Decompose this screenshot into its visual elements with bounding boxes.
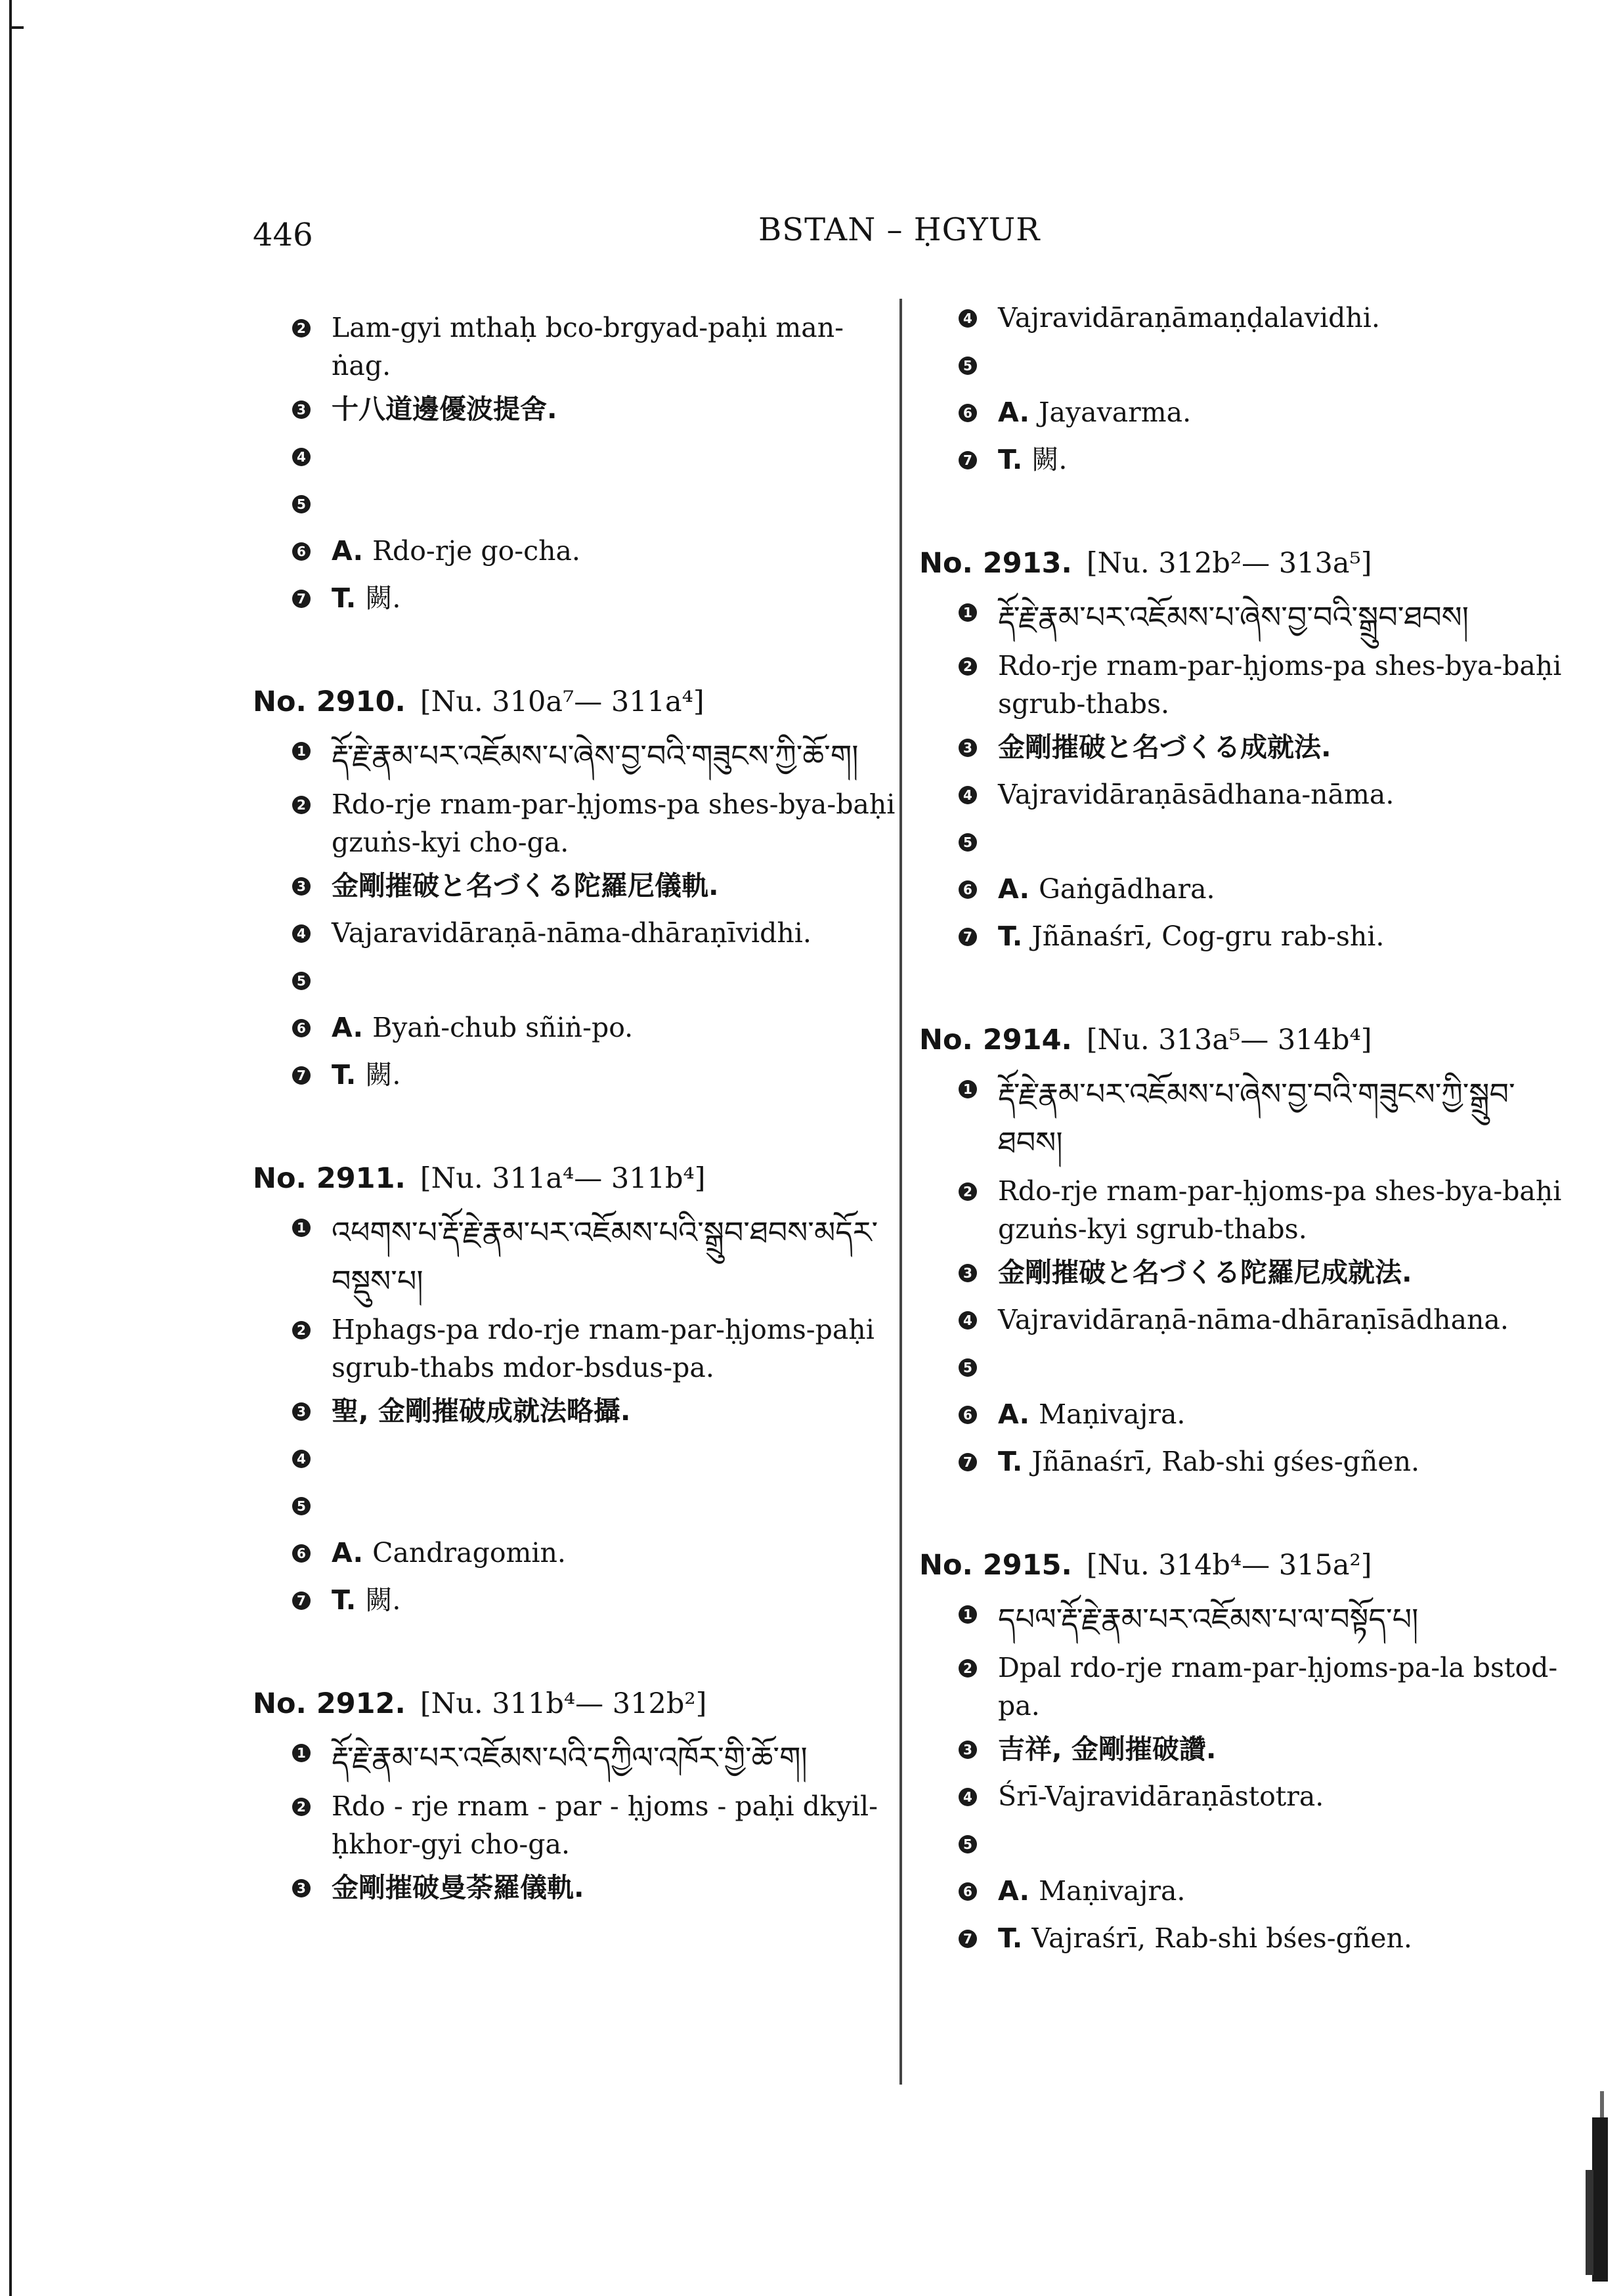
entry-field (919, 441, 1569, 483)
entry-field (253, 1208, 903, 1305)
page-border-mark (9, 0, 12, 2296)
field-number-badge: 4 (959, 309, 977, 328)
japanese-title (332, 867, 903, 905)
entry-field (253, 1310, 903, 1387)
entry-field (253, 437, 903, 479)
field-value: Rdo - rje rnam - par - ḥjoms - paḥi dkyil-ḥkhor-gyi cho-ga. (332, 1790, 878, 1860)
field-number-badge: 5 (959, 833, 977, 852)
field-number-badge: 2 (959, 1659, 977, 1678)
field-text (998, 1172, 1569, 1248)
entry-number: No. 2912. (253, 1687, 406, 1720)
field-text (332, 914, 903, 952)
field-label: A. (332, 1537, 364, 1569)
catalog-entry (919, 1024, 1569, 1484)
entry-field (919, 1301, 1569, 1343)
field-label: T. (998, 921, 1023, 952)
field-text (332, 1056, 903, 1094)
field-value: Vajravidāraṇāmaṇḍalavidhi. (998, 302, 1380, 334)
field-value: Rdo-rje rnam-par-ḥjoms-pa shes-bya-baḥi sgrub-thabs. (998, 650, 1562, 720)
field-value: རྡོ་རྗེ་རྣམ་པར་འཇོམས་པ་ཞེས་བྱ་བའི་གཟུངས་ཀྱི་ཆོ་ག། (332, 738, 859, 773)
field-label: A. (998, 1398, 1030, 1430)
field-label: T. (332, 1584, 357, 1616)
field-number-badge: 4 (959, 786, 977, 804)
field-value: 十八道邊優波提舍. (332, 393, 557, 425)
field-number-badge: 4 (959, 1788, 977, 1806)
field-label: A. (332, 1012, 364, 1043)
field-text (998, 870, 1569, 908)
japanese-title (998, 1730, 1569, 1768)
field-value: དཔལ་རྡོ་རྗེ་རྣམ་པར་འཇོམས་པ་ལ་བསྟོད་པ། (998, 1601, 1419, 1637)
entry-heading (919, 1024, 1569, 1056)
field-number-badge: 5 (959, 1835, 977, 1853)
entry-field (919, 728, 1569, 770)
field-label: T. (332, 582, 357, 614)
field-text (332, 1310, 903, 1387)
field-number-badge: 2 (292, 1798, 311, 1816)
entry-field (919, 1919, 1569, 1961)
entry-field (919, 823, 1569, 865)
field-value: Rdo-rje go-cha. (372, 535, 580, 567)
entry-field (919, 299, 1569, 341)
tibetan-title (998, 593, 1569, 641)
entry-field (919, 393, 1569, 435)
entry-heading (253, 1162, 903, 1195)
entry-field (253, 532, 903, 574)
entry-heading (919, 547, 1569, 580)
tibetan-title (998, 1070, 1569, 1167)
field-number-badge: 3 (959, 1264, 977, 1282)
field-value: 吉祥, 金剛摧破讚. (998, 1733, 1217, 1765)
entry-field (253, 1581, 903, 1623)
entry-field (919, 1442, 1569, 1484)
entry-folio-ref: [Nu. 311a⁴— 311b⁴] (420, 1162, 706, 1195)
field-label: T. (998, 1446, 1023, 1477)
field-value: Dpal rdo-rje rnam-par-ḥjoms-pa-la bstod-pa. (998, 1652, 1558, 1722)
field-value: 金剛摧破と名づくる陀羅尼成就法. (998, 1257, 1412, 1288)
entry-field (253, 579, 903, 621)
field-value: Vajravidāraṇāsādhana-nāma. (998, 779, 1395, 810)
field-value: Byaṅ-chub sñiṅ-po. (372, 1012, 634, 1043)
entry-field (919, 346, 1569, 388)
japanese-title (332, 1869, 903, 1907)
field-number-badge: 3 (959, 739, 977, 757)
field-value: Lam-gyi mthaḥ bco-brgyad-paḥi man-ṅag. (332, 312, 844, 381)
field-value: 闕. (1031, 444, 1068, 475)
field-label: A. (998, 1875, 1030, 1907)
field-text (998, 299, 1569, 337)
entry-field (253, 1439, 903, 1481)
entry-field (919, 870, 1569, 912)
page-border-tick (9, 26, 24, 29)
field-label: A. (998, 397, 1030, 428)
field-value: རྡོ་རྗེ་རྣམ་པར་འཇོམས་པ་ཞེས་བྱ་བའི་གཟུངས་ཀྱི་སྒྲུབ་ཐབས། (998, 1076, 1515, 1160)
field-text (998, 393, 1569, 431)
field-text (332, 579, 903, 617)
entry-heading (919, 1549, 1569, 1582)
entry-field (253, 1008, 903, 1051)
field-number-badge: 1 (292, 1744, 311, 1762)
entry-number: No. 2910. (253, 685, 406, 718)
tibetan-title (332, 1208, 903, 1305)
field-value: རྡོ་རྗེ་རྣམ་པར་འཇོམས་པའི་དཀྱིལ་འཁོར་གྱི་ཆོ་ག། (332, 1740, 808, 1775)
entry-heading (253, 685, 903, 718)
field-value: Jñānaśrī, Cog-gru rab-shi. (1031, 921, 1385, 952)
field-number-badge: 1 (959, 1605, 977, 1624)
field-label: T. (332, 1059, 357, 1091)
field-number-badge: 2 (292, 1321, 311, 1339)
field-text (332, 1581, 903, 1619)
field-text (998, 647, 1569, 723)
field-text (998, 1395, 1569, 1433)
field-text (332, 785, 903, 861)
entry-field (253, 390, 903, 432)
entry-field (919, 1730, 1569, 1772)
field-number-badge: 5 (292, 1497, 311, 1515)
entry-field (919, 1395, 1569, 1437)
field-value: 聖, 金剛摧破成就法略攝. (332, 1395, 631, 1427)
field-text (998, 917, 1569, 955)
entry-field (919, 647, 1569, 723)
field-text (998, 1442, 1569, 1481)
entry-field (253, 1787, 903, 1863)
column-divider (899, 299, 902, 2085)
entry-field (253, 867, 903, 909)
field-number-badge: 6 (292, 542, 311, 561)
entry-field (253, 914, 903, 956)
field-label: A. (998, 873, 1030, 905)
field-text (998, 441, 1569, 479)
field-number-badge: 7 (959, 1453, 977, 1471)
field-value: འཕགས་པ་རྡོ་རྗེ་རྣམ་པར་འཇོམས་པའི་སྒྲུབ་ཐབས་མདོར་བསྡུས་པ། (332, 1215, 878, 1299)
field-label: T. (998, 1922, 1023, 1954)
field-number-badge: 6 (959, 880, 977, 899)
right-column (919, 299, 1569, 2025)
field-number-badge: 7 (959, 451, 977, 469)
field-number-badge: 3 (292, 1402, 311, 1421)
field-number-badge: 6 (959, 404, 977, 422)
field-value: Vajravidāraṇā-nāma-dhāraṇīsādhana. (998, 1304, 1509, 1335)
field-number-badge: 7 (292, 1066, 311, 1085)
field-value: 闕. (365, 1584, 401, 1616)
field-number-badge: 2 (959, 1182, 977, 1201)
field-label: T. (998, 444, 1023, 475)
entry-field (919, 1172, 1569, 1248)
entry-field (253, 485, 903, 527)
field-number-badge: 7 (959, 928, 977, 946)
entry-field (919, 917, 1569, 959)
field-text (332, 1534, 903, 1572)
entry-number: No. 2914. (919, 1024, 1072, 1056)
catalog-entry (253, 309, 903, 621)
entry-folio-ref: [Nu. 312b²— 313a⁵] (1086, 547, 1372, 580)
entry-field (919, 1070, 1569, 1167)
field-number-badge: 2 (959, 657, 977, 676)
field-value: རྡོ་རྗེ་རྣམ་པར་འཇོམས་པ་ཞེས་བྱ་བའི་སྒྲུབ་ཐབས། (998, 599, 1469, 635)
catalog-entry (919, 299, 1569, 483)
tibetan-title (332, 731, 903, 780)
field-number-badge: 4 (292, 924, 311, 943)
field-number-badge: 3 (292, 401, 311, 419)
field-value: Maṇivajra. (1039, 1875, 1186, 1907)
entry-field (253, 1392, 903, 1434)
field-text (998, 1649, 1569, 1725)
field-text (998, 775, 1569, 813)
field-text (332, 309, 903, 385)
field-text (998, 1301, 1569, 1339)
field-value: 金剛摧破と名づくる成就法. (998, 731, 1331, 763)
japanese-title (332, 1392, 903, 1430)
running-head: BSTAN – ḤGYUR (758, 211, 1041, 248)
entry-number: No. 2915. (919, 1549, 1072, 1582)
catalog-entry (253, 1162, 903, 1623)
field-number-badge: 4 (292, 448, 311, 466)
page-number: 446 (253, 217, 313, 253)
field-text (998, 1777, 1569, 1815)
field-number-badge: 6 (292, 1544, 311, 1563)
field-number-badge: 1 (292, 742, 311, 760)
tibetan-title (998, 1595, 1569, 1643)
entry-field (253, 785, 903, 861)
field-value: Jayavarma. (1039, 397, 1192, 428)
entry-heading (253, 1687, 903, 1720)
field-number-badge: 5 (292, 972, 311, 990)
tibetan-title (332, 1733, 903, 1782)
field-value: Candragomin. (372, 1537, 566, 1569)
entry-number: No. 2911. (253, 1162, 406, 1195)
field-number-badge: 3 (292, 877, 311, 896)
entry-field (919, 1649, 1569, 1725)
field-label: A. (332, 535, 364, 567)
catalog-entry (919, 547, 1569, 959)
entry-number: No. 2913. (919, 547, 1072, 580)
field-value: Vajaravidāraṇā-nāma-dhāraṇīvidhi. (332, 917, 812, 949)
scan-smudge (1566, 2091, 1612, 2288)
entry-field (919, 593, 1569, 641)
entry-field (253, 309, 903, 385)
field-number-badge: 6 (959, 1882, 977, 1901)
japanese-title (332, 390, 903, 428)
field-value: Maṇivajra. (1039, 1398, 1186, 1430)
field-value: Hphags-pa rdo-rje rnam-par-ḥjoms-paḥi sgrub-thabs mdor-bsdus-pa. (332, 1314, 875, 1383)
japanese-title (998, 728, 1569, 766)
entry-field (253, 1733, 903, 1782)
field-number-badge: 4 (292, 1450, 311, 1468)
entry-field (919, 1595, 1569, 1643)
entry-folio-ref: [Nu. 314b⁴— 315a²] (1086, 1549, 1372, 1582)
field-number-badge: 7 (292, 590, 311, 608)
field-text (332, 1008, 903, 1047)
field-text (998, 1872, 1569, 1910)
field-number-badge: 4 (959, 1311, 977, 1330)
field-number-badge: 3 (959, 1741, 977, 1759)
field-text (332, 532, 903, 570)
entry-field (919, 1872, 1569, 1914)
entry-folio-ref: [Nu. 311b⁴— 312b²] (420, 1687, 707, 1720)
field-number-badge: 2 (292, 796, 311, 814)
field-value: 金剛摧破と名づくる陀羅尼儀軌. (332, 870, 719, 901)
field-value: Śrī-Vajravidāraṇāstotra. (998, 1781, 1324, 1812)
left-column (253, 309, 903, 1975)
catalog-entry (253, 685, 903, 1098)
field-number-badge: 3 (292, 1879, 311, 1897)
field-value: 闕. (365, 1059, 401, 1091)
japanese-title (998, 1253, 1569, 1291)
entry-field (919, 1253, 1569, 1295)
entry-field (919, 1825, 1569, 1867)
field-number-badge: 2 (292, 319, 311, 337)
field-number-badge: 1 (292, 1219, 311, 1237)
entry-field (919, 1348, 1569, 1390)
field-text (998, 1919, 1569, 1957)
field-value: Jñānaśrī, Rab-shi gśes-gñen. (1031, 1446, 1420, 1477)
entry-field (253, 1486, 903, 1528)
entry-folio-ref: [Nu. 310a⁷— 311a⁴] (420, 685, 704, 718)
field-value: Rdo-rje rnam-par-ḥjoms-pa shes-bya-baḥi gzuṅs-kyi cho-ga. (332, 789, 896, 858)
field-number-badge: 6 (959, 1406, 977, 1424)
field-value: Rdo-rje rnam-par-ḥjoms-pa shes-bya-baḥi gzuṅs-kyi sgrub-thabs. (998, 1175, 1562, 1245)
entry-folio-ref: [Nu. 313a⁵— 314b⁴] (1086, 1024, 1372, 1056)
field-number-badge: 7 (292, 1592, 311, 1610)
catalog-entry (253, 1687, 903, 1911)
entry-field (253, 731, 903, 780)
field-text (332, 1787, 903, 1863)
field-number-badge: 6 (292, 1019, 311, 1037)
field-number-badge: 1 (959, 1080, 977, 1098)
field-number-badge: 1 (959, 603, 977, 622)
field-value: 金剛摧破曼荼羅儀軌. (332, 1872, 584, 1903)
field-value: 闕. (365, 582, 401, 614)
field-value: Gaṅgādhara. (1039, 873, 1215, 905)
field-value: Vajraśrī, Rab-shi bśes-gñen. (1031, 1922, 1412, 1954)
entry-field (253, 1056, 903, 1098)
field-number-badge: 5 (959, 357, 977, 375)
entry-field (919, 775, 1569, 817)
entry-field (253, 1534, 903, 1576)
field-number-badge: 7 (959, 1930, 977, 1948)
catalog-entry (919, 1549, 1569, 1961)
entry-field (253, 961, 903, 1003)
field-number-badge: 5 (292, 495, 311, 513)
entry-field (919, 1777, 1569, 1819)
field-number-badge: 5 (959, 1358, 977, 1377)
entry-field (253, 1869, 903, 1911)
